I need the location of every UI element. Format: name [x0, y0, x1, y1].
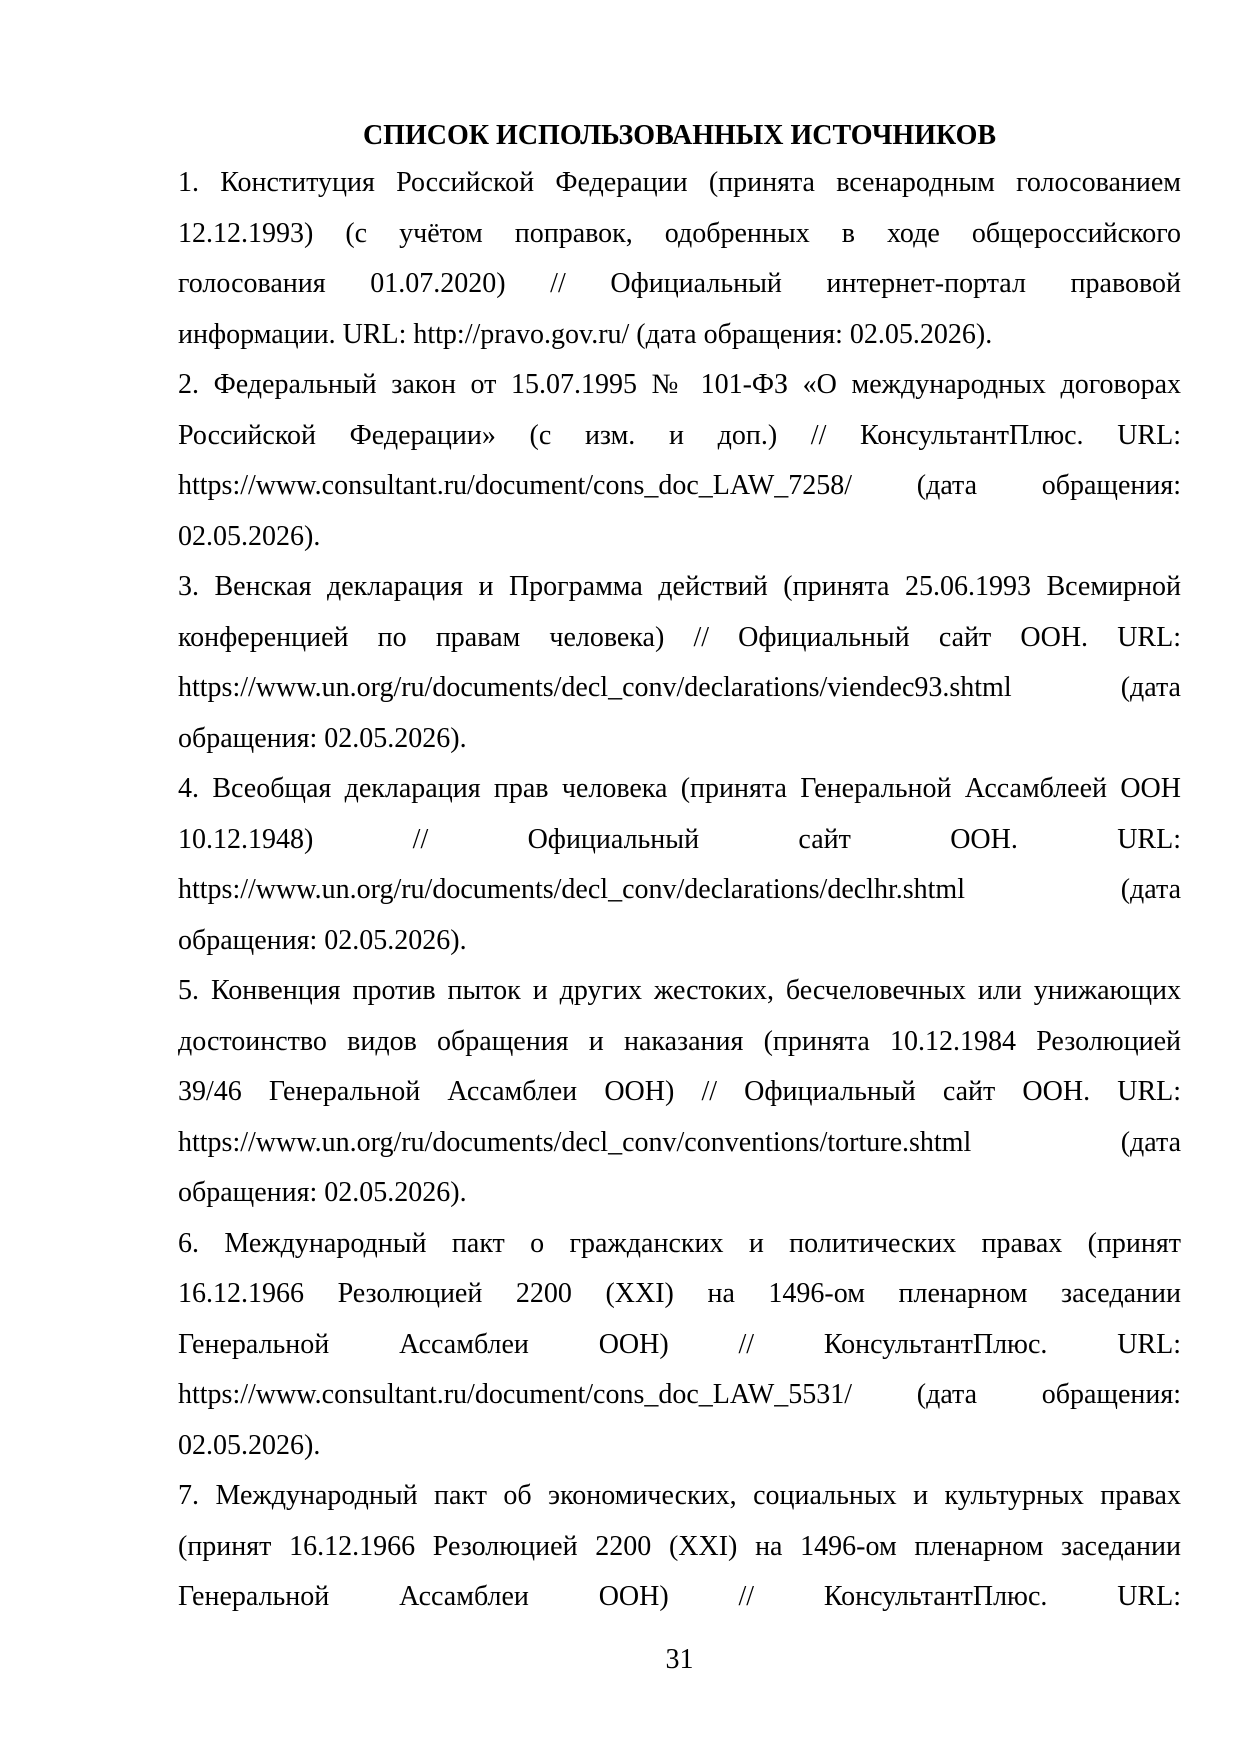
- document-page: [178, 116, 1181, 1623]
- reference-line: https://www.consultant.ru/document/cons_doc_LAW_5531/ (дата обращения:: [178, 1379, 1181, 1410]
- reference-item: [178, 764, 1181, 966]
- page-number: 31: [665, 1644, 694, 1675]
- reference-line: 02.05.2026).: [178, 520, 321, 552]
- reference-line: 4. Всеобщая декларация прав человека (принята Генеральной Ассамблеей ООН: [178, 773, 1181, 804]
- reference-item: [178, 562, 1181, 764]
- reference-item: [178, 966, 1181, 1219]
- reference-line: голосования 01.07.2020) // Официальный интернет-портал правовой: [178, 268, 1181, 299]
- reference-line: https://www.consultant.ru/document/cons_doc_LAW_7258/ (дата обращения:: [178, 470, 1181, 501]
- reference-line: 1. Конституция Российской Федерации (принята всенародным голосованием: [178, 167, 1181, 198]
- reference-line: конференцией по правам человека) // Официальный сайт ООН. URL:: [178, 621, 1181, 653]
- reference-line: 16.12.1966 Резолюцией 2200 (XXI) на 1496-ом пленарном заседании: [178, 1278, 1181, 1309]
- reference-line: (принят 16.12.1966 Резолюцией 2200 (XXI) на 1496-ом пленарном заседании: [178, 1530, 1181, 1562]
- reference-line: 2. Федеральный закон от 15.07.1995 № 101-ФЗ «О международных договорах: [178, 369, 1181, 400]
- reference-line: 6. Международный пакт о гражданских и политических правах (принят: [178, 1227, 1181, 1259]
- reference-line: 5. Конвенция против пыток и других жестоких, бесчеловечных или унижающих: [178, 975, 1181, 1006]
- reference-line: 12.12.1993) (с учётом поправок, одобренных в ходе общероссийского: [178, 217, 1181, 249]
- reference-item: [178, 1471, 1181, 1623]
- reference-line: 3. Венская декларация и Программа действий (принята 25.06.1993 Всемирной: [178, 571, 1181, 602]
- reference-line: Генеральной Ассамблеи ООН) // КонсультантПлюс. URL:: [178, 1328, 1181, 1360]
- reference-line: 10.12.1948) // Официальный сайт ООН. URL:: [178, 823, 1181, 855]
- reference-line: https://www.un.org/ru/documents/decl_conv/declarations/viendec93.shtml (дата: [178, 672, 1181, 703]
- reference-line: информации. URL: http://pravo.gov.ru/ (дата обращения: 02.05.2026).: [178, 318, 993, 350]
- reference-line: Российской Федерации» (с изм. и доп.) // КонсультантПлюс. URL:: [178, 419, 1181, 451]
- reference-line: https://www.un.org/ru/documents/decl_conv/declarations/declhr.shtml (дата: [178, 874, 1181, 905]
- reference-line: 02.05.2026).: [178, 1429, 321, 1461]
- reference-line: 7. Международный пакт об экономических, социальных и культурных правах: [178, 1480, 1181, 1511]
- reference-line: обращения: 02.05.2026).: [178, 722, 467, 754]
- reference-line: достоинство видов обращения и наказания (принята 10.12.1984 Резолюцией: [178, 1025, 1181, 1057]
- reference-line: 39/46 Генеральной Ассамблеи ООН) // Официальный сайт ООН. URL:: [178, 1076, 1181, 1107]
- reference-line: https://www.un.org/ru/documents/decl_conv/conventions/torture.shtml (дата: [178, 1126, 1181, 1158]
- reference-item: [178, 360, 1181, 562]
- reference-line: Генеральной Ассамблеи ООН) // КонсультантПлюс. URL:: [178, 1581, 1181, 1612]
- reference-item: [178, 158, 1181, 360]
- reference-line: обращения: 02.05.2026).: [178, 924, 467, 956]
- page-title: СПИСОК ИСПОЛЬЗОВАННЫХ ИСТОЧНИКОВ: [362, 120, 997, 151]
- reference-item: [178, 1219, 1181, 1472]
- reference-line: обращения: 02.05.2026).: [178, 1177, 467, 1208]
